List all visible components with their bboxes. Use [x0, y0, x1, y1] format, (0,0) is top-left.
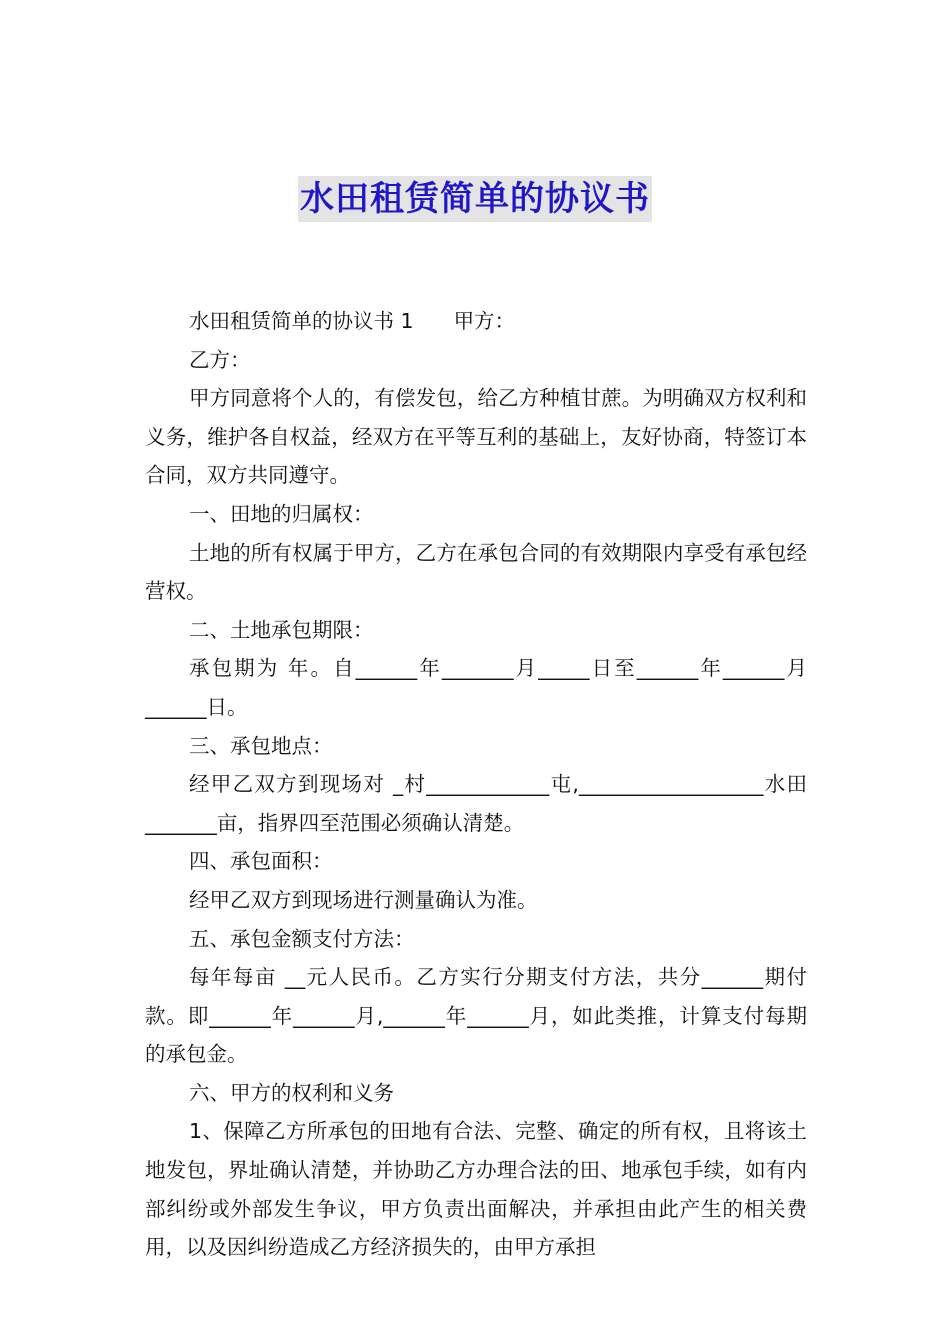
paragraph-payment: 每年每亩 __元人民币。乙方实行分期支付方法，共分______期付款。即______年______月,______年______月，如此类推，计算支付每期的承包金。: [145, 965, 807, 1067]
paragraph-area: 经甲乙双方到现场进行测量确认为准。: [189, 887, 538, 912]
section-heading-1: 一、田地的归属权：: [189, 501, 374, 526]
agreement-heading: 水田租赁简单的协议书 1: [189, 309, 414, 333]
section-heading-5: 五、承包金额支付方法：: [189, 926, 415, 951]
paragraph-preamble: 甲方同意将个人的，有偿发包，给乙方种植甘蔗。为明确双方权利和义务，维护各自权益，经双方在平等互利的基础上，友好协商，特签订本合同，双方共同遵守。: [145, 386, 807, 488]
section-heading-3: 三、承包地点：: [189, 733, 333, 758]
document-body: [145, 302, 807, 1267]
document-title: 水田租赁简单的协议书: [298, 176, 652, 222]
paragraph-intro: [145, 302, 807, 341]
party-a-label: 甲方：: [453, 309, 516, 333]
section-heading-4: 四、承包面积：: [189, 849, 333, 874]
paragraph-ownership: 土地的所有权属于甲方，乙方在承包合同的有效期限内享受有承包经营权。: [145, 540, 807, 604]
party-b-label: 乙方：: [189, 347, 251, 372]
section-heading-2: 二、土地承包期限：: [189, 617, 374, 642]
section-heading-6: 六、甲方的权利和义务: [189, 1080, 394, 1105]
title-container: [0, 176, 950, 222]
paragraph-location: 经甲乙双方到现场对 _村____________屯,__________________水田_______亩，指界四至范围必须确认清楚。: [145, 772, 807, 835]
paragraph-obligation-1: 1、保障乙方所承包的田地有合法、完整、确定的所有权，且将该土地发包，界址确认清楚，并协助乙方办理合法的田、地承包手续，如有内部纠纷或外部发生争议，甲方负责出面解决，并承担由此产生的相关费用，以及因纠纷造成乙方经济损失的，由甲方承担: [145, 1119, 807, 1260]
paragraph-term: 承包期为 年。自______年_______月_____日至______年______月______日。: [145, 656, 807, 719]
